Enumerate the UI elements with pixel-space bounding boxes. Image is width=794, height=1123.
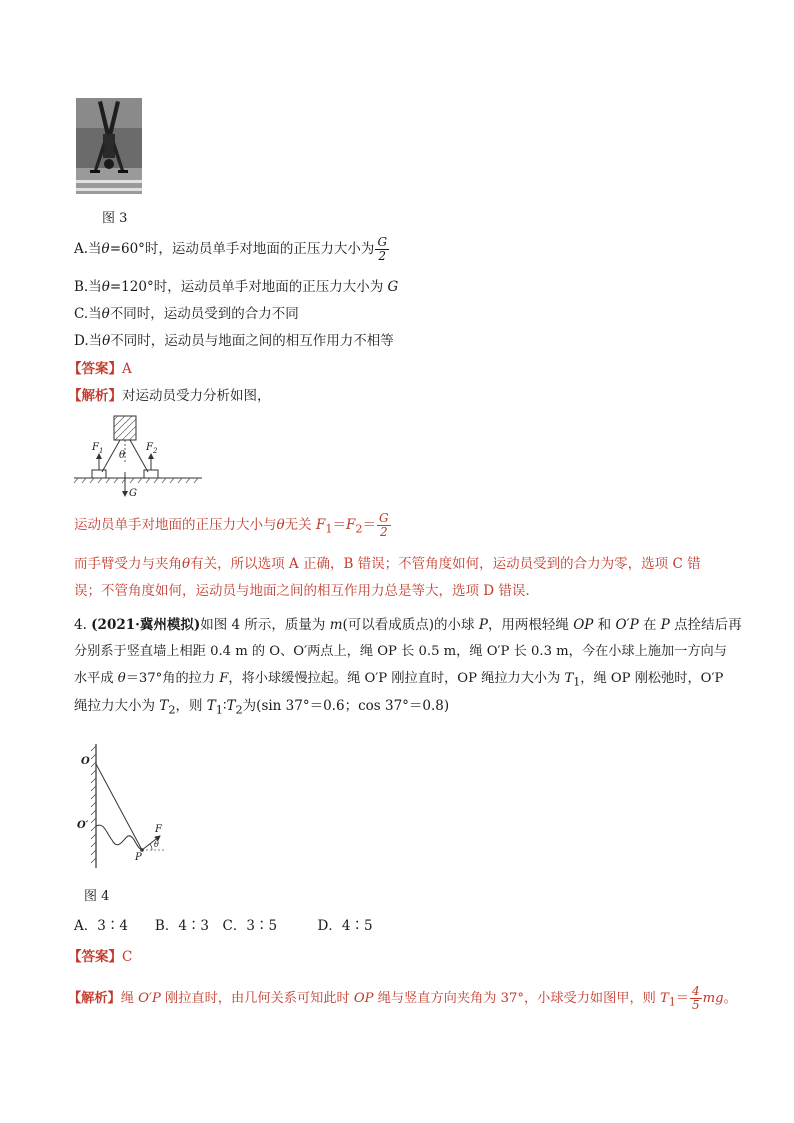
answer-q3: 【答案】A <box>68 361 132 377</box>
question4-line2: 分别系于竖直墙上相距 0.4 m 的 O、O′两点上，绳 OP 长 0.5 m，绳 O′P 长 0.3 m，今在小球上施加一方向与 <box>74 644 727 659</box>
analysis-q3-line2: 而手臂受力与夹角θ有关，所以选项 A 正确，B 错误；不管角度如何，运动员受到的合力为零，选项 C 错 <box>74 556 701 572</box>
figure4-diagram <box>76 742 176 872</box>
figure3-caption: 图 3 <box>102 211 128 226</box>
analysis-q3-intro: 【解析】对运动员受力分析如图， <box>68 388 271 404</box>
label-g: G <box>129 488 137 499</box>
question4-choices: A．3∶4 B．4∶3 C．3∶5 D．4∶5 <box>74 918 373 934</box>
option-d: D.当θ不同时，运动员与地面之间的相互作用力不相等 <box>74 333 394 349</box>
label-theta-4: θ <box>154 840 159 849</box>
label-f1: F <box>92 442 99 453</box>
force-diagram-q3: $F_1$ $F_2$ θ G <box>72 412 207 502</box>
option-c: C.当θ不同时，运动员受到的合力不同 <box>74 306 299 322</box>
label-f: F <box>155 824 162 835</box>
analysis-q3-line1: 运动员单手对地面的正压力大小与θ无关 $F_1=F_2=$ $\frac{G}{2}$ <box>74 511 389 539</box>
analysis-q3-line3: 误；不管角度如何，运动员与地面之间的相互作用力总是等大，选项 D 错误. <box>74 583 530 599</box>
label-o-prime: O′ <box>77 820 89 831</box>
answer-q4: 【答案】C <box>68 949 133 965</box>
question4-line4: 绳拉力大小为 $T_2$，则 $T_1∶T_2$为(sin 37°＝0.6；cos 37°＝0.8) <box>74 698 450 717</box>
label-p: P <box>135 852 142 863</box>
analysis-q4: 【解析】绳 O′P 刚拉直时，由几何关系可知此时 OP 绳与竖直方向夹角为 37°，小球受力如图甲，则 $T_1=$ $\frac{4}{5}$ mg。 <box>68 984 737 1012</box>
figure4-caption: 图 4 <box>84 889 110 904</box>
question4-line3: 水平成 θ＝37°角的拉力 F，将小球缓慢拉起。绳 O′P 刚拉直时，OP 绳拉力大小为 $T_1$，绳 OP 刚松弛时，O′P <box>74 671 724 689</box>
label-o: O <box>81 756 90 767</box>
question4-line1: 4. (2021·冀州模拟)如图 4 所示，质量为 m(可以看成质点)的小球 P，用两根轻绳 OP 和 O′P 在 P 点拴结后再 <box>74 617 742 633</box>
option-b: B.当θ=120°时，运动员单手对地面的正压力大小为 G <box>74 279 399 295</box>
gymnast-photo <box>76 98 142 194</box>
label-f2: F <box>146 442 153 453</box>
label-theta: θ <box>119 450 126 461</box>
option-a: A.当θ=60°时，运动员单手对地面的正压力大小为 $\frac{G}{2}$ <box>74 235 388 263</box>
